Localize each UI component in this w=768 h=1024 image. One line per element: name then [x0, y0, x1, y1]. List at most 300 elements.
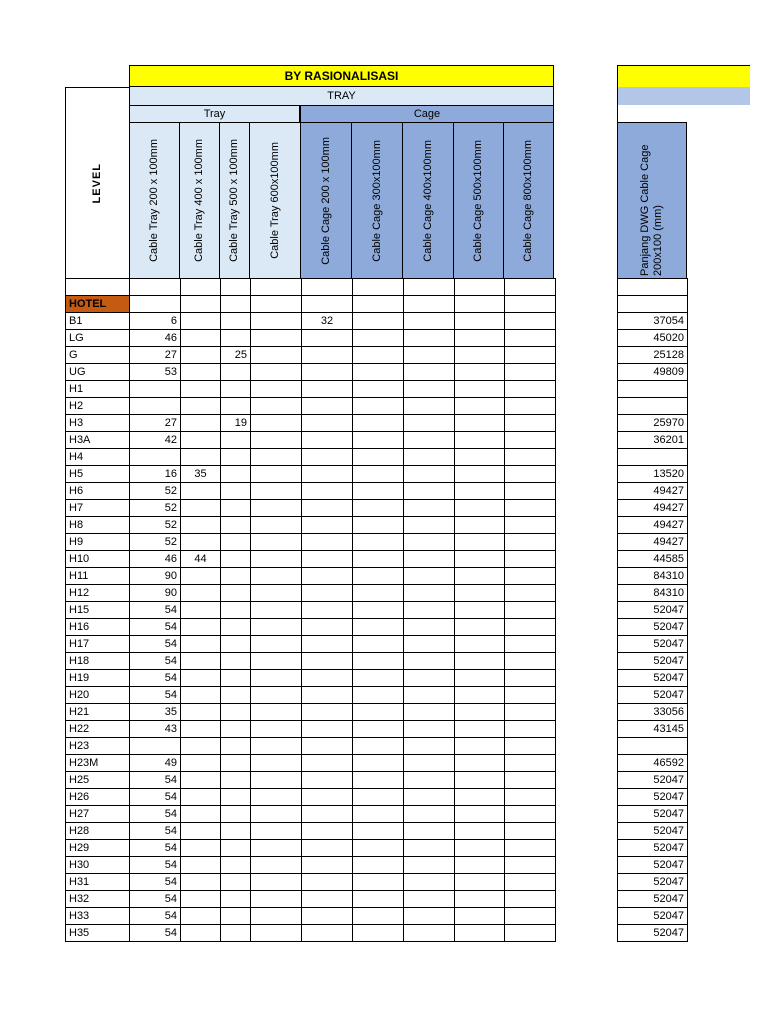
- value-cell: [353, 517, 404, 534]
- value-cell: [353, 432, 404, 449]
- value-cell: [505, 517, 556, 534]
- value-cell: [455, 755, 505, 772]
- value-cell: 32: [302, 313, 353, 330]
- value-cell: [404, 908, 455, 925]
- dwg-cell: 52047: [618, 806, 688, 823]
- cell: [251, 296, 302, 313]
- value-cell: [455, 874, 505, 891]
- value-cell: 52: [130, 517, 181, 534]
- level-cell: H20: [66, 687, 130, 704]
- dwg-cell: 33056: [618, 704, 688, 721]
- value-cell: [302, 874, 353, 891]
- level-cell: UG: [66, 364, 130, 381]
- dwg-cell: 49809: [618, 364, 688, 381]
- table-row: [66, 415, 556, 432]
- value-cell: 54: [130, 908, 181, 925]
- value-cell: [353, 534, 404, 551]
- value-cell: [181, 432, 221, 449]
- dwg-cell: 44585: [618, 551, 688, 568]
- value-cell: [505, 772, 556, 789]
- value-cell: [221, 619, 251, 636]
- table-row: [618, 568, 688, 585]
- cell: [618, 279, 688, 296]
- table-row: [618, 670, 688, 687]
- table-row: [66, 483, 556, 500]
- value-cell: [455, 466, 505, 483]
- value-cell: [251, 500, 302, 517]
- level-cell: H33: [66, 908, 130, 925]
- level-cell: H32: [66, 891, 130, 908]
- value-cell: [505, 381, 556, 398]
- table-row: [66, 721, 556, 738]
- value-cell: [505, 891, 556, 908]
- value-cell: [455, 891, 505, 908]
- value-cell: [353, 398, 404, 415]
- dwg-cell: 52047: [618, 908, 688, 925]
- value-cell: [181, 364, 221, 381]
- table-row: [66, 874, 556, 891]
- value-cell: [251, 568, 302, 585]
- table-row: [66, 636, 556, 653]
- value-cell: [221, 466, 251, 483]
- value-cell: 6: [130, 313, 181, 330]
- col-header-cage-300: Cable Cage 300x100mm: [351, 122, 403, 279]
- value-cell: [181, 925, 221, 942]
- value-cell: 54: [130, 840, 181, 857]
- value-cell: [505, 585, 556, 602]
- value-cell: [353, 823, 404, 840]
- value-cell: [404, 551, 455, 568]
- level-cell: H7: [66, 500, 130, 517]
- value-cell: [455, 908, 505, 925]
- value-cell: [251, 704, 302, 721]
- cell: [181, 279, 221, 296]
- value-cell: 90: [130, 585, 181, 602]
- value-cell: [505, 398, 556, 415]
- value-cell: [505, 721, 556, 738]
- dwg-cell: 52047: [618, 772, 688, 789]
- value-cell: [251, 908, 302, 925]
- value-cell: 54: [130, 823, 181, 840]
- value-cell: [221, 687, 251, 704]
- value-cell: [505, 687, 556, 704]
- value-cell: [353, 721, 404, 738]
- value-cell: [251, 602, 302, 619]
- value-cell: [302, 500, 353, 517]
- value-cell: [251, 330, 302, 347]
- value-cell: [353, 347, 404, 364]
- value-cell: [404, 823, 455, 840]
- table-row: [66, 891, 556, 908]
- value-cell: 54: [130, 789, 181, 806]
- value-cell: [404, 330, 455, 347]
- level-cell: H21: [66, 704, 130, 721]
- value-cell: 43: [130, 721, 181, 738]
- table-row: [66, 517, 556, 534]
- table-row: [66, 381, 556, 398]
- value-cell: [302, 534, 353, 551]
- value-cell: [404, 432, 455, 449]
- table-row: [618, 840, 688, 857]
- value-cell: [353, 483, 404, 500]
- value-cell: [404, 585, 455, 602]
- value-cell: [251, 653, 302, 670]
- value-cell: [181, 602, 221, 619]
- value-cell: [302, 568, 353, 585]
- value-cell: [251, 517, 302, 534]
- level-cell: H1: [66, 381, 130, 398]
- value-cell: 46: [130, 551, 181, 568]
- value-cell: [251, 721, 302, 738]
- value-cell: [302, 857, 353, 874]
- col-header-tray-500: Cable Tray 500 x 100mm: [219, 122, 250, 279]
- value-cell: [455, 823, 505, 840]
- section-row: [66, 296, 556, 313]
- table-row: [618, 347, 688, 364]
- table-row: [66, 789, 556, 806]
- value-cell: [404, 789, 455, 806]
- table-row: [66, 500, 556, 517]
- dwg-cell: 52047: [618, 789, 688, 806]
- value-cell: [505, 789, 556, 806]
- value-cell: 19: [221, 415, 251, 432]
- value-cell: [302, 908, 353, 925]
- value-cell: [302, 806, 353, 823]
- value-cell: [505, 636, 556, 653]
- value-cell: [251, 687, 302, 704]
- value-cell: 25: [221, 347, 251, 364]
- value-cell: 52: [130, 483, 181, 500]
- value-cell: [505, 823, 556, 840]
- value-cell: 54: [130, 653, 181, 670]
- value-cell: [221, 704, 251, 721]
- dwg-cell: 25128: [618, 347, 688, 364]
- table-row: [66, 857, 556, 874]
- table-row: [618, 517, 688, 534]
- value-cell: [181, 585, 221, 602]
- value-cell: [221, 534, 251, 551]
- value-cell: [404, 755, 455, 772]
- value-cell: [221, 874, 251, 891]
- level-cell: H29: [66, 840, 130, 857]
- col-header-cage-200: Cable Cage 200 x 100mm: [300, 122, 352, 279]
- dwg-cell: 52047: [618, 670, 688, 687]
- value-cell: [353, 619, 404, 636]
- value-cell: [251, 619, 302, 636]
- level-cell: H4: [66, 449, 130, 466]
- cell: [302, 296, 353, 313]
- table-row: [66, 330, 556, 347]
- col-header-cage-400: Cable Cage 400x100mm: [402, 122, 454, 279]
- value-cell: [455, 925, 505, 942]
- value-cell: [181, 636, 221, 653]
- value-cell: [404, 313, 455, 330]
- table-row: [618, 551, 688, 568]
- level-cell: H26: [66, 789, 130, 806]
- value-cell: 44: [181, 551, 221, 568]
- value-cell: [404, 449, 455, 466]
- value-cell: [353, 636, 404, 653]
- value-cell: [353, 857, 404, 874]
- table-row: [618, 415, 688, 432]
- dwg-table: [617, 278, 688, 942]
- value-cell: [455, 619, 505, 636]
- value-cell: [455, 398, 505, 415]
- value-cell: [353, 891, 404, 908]
- table-row: [618, 823, 688, 840]
- value-cell: [251, 789, 302, 806]
- level-cell: H3A: [66, 432, 130, 449]
- level-cell: H8: [66, 517, 130, 534]
- table-row: [66, 687, 556, 704]
- level-header: [65, 87, 130, 279]
- value-cell: [404, 670, 455, 687]
- cell: [404, 296, 455, 313]
- value-cell: [353, 602, 404, 619]
- tray-sub-header: [129, 105, 300, 123]
- value-cell: 42: [130, 432, 181, 449]
- value-cell: [221, 738, 251, 755]
- value-cell: [251, 364, 302, 381]
- value-cell: [353, 551, 404, 568]
- dwg-cell: 49427: [618, 517, 688, 534]
- value-cell: [302, 517, 353, 534]
- dwg-cell: 84310: [618, 585, 688, 602]
- value-cell: [505, 483, 556, 500]
- value-cell: [302, 330, 353, 347]
- value-cell: 54: [130, 772, 181, 789]
- value-cell: [130, 449, 181, 466]
- value-cell: 54: [130, 636, 181, 653]
- value-cell: [455, 585, 505, 602]
- dwg-cell: 52047: [618, 925, 688, 942]
- value-cell: [251, 551, 302, 568]
- value-cell: 52: [130, 534, 181, 551]
- value-cell: [404, 857, 455, 874]
- cell: [505, 279, 556, 296]
- value-cell: [455, 738, 505, 755]
- value-cell: [353, 687, 404, 704]
- value-cell: [505, 908, 556, 925]
- value-cell: [251, 891, 302, 908]
- value-cell: [404, 415, 455, 432]
- value-cell: [455, 721, 505, 738]
- value-cell: [505, 568, 556, 585]
- table-row: [618, 398, 688, 415]
- col-header-dwg: [617, 122, 687, 279]
- value-cell: [455, 772, 505, 789]
- value-cell: 54: [130, 857, 181, 874]
- table-row: [618, 449, 688, 466]
- value-cell: [221, 840, 251, 857]
- col-header-tray-200: Cable Tray 200 x 100mm: [129, 122, 180, 279]
- value-cell: [505, 704, 556, 721]
- dwg-cell: 52047: [618, 823, 688, 840]
- value-cell: [221, 500, 251, 517]
- value-cell: [181, 449, 221, 466]
- dwg-cell: [618, 449, 688, 466]
- value-cell: [353, 925, 404, 942]
- table-row: [618, 602, 688, 619]
- value-cell: [302, 738, 353, 755]
- value-cell: [251, 925, 302, 942]
- value-cell: [404, 772, 455, 789]
- value-cell: [181, 840, 221, 857]
- value-cell: [302, 772, 353, 789]
- value-cell: [404, 534, 455, 551]
- value-cell: [353, 789, 404, 806]
- table-row: [618, 534, 688, 551]
- value-cell: [505, 857, 556, 874]
- value-cell: [221, 772, 251, 789]
- level-cell: H9: [66, 534, 130, 551]
- dwg-cell: 52047: [618, 840, 688, 857]
- value-cell: [302, 721, 353, 738]
- value-cell: [181, 568, 221, 585]
- cage-sub-header: [300, 105, 554, 123]
- value-cell: [353, 755, 404, 772]
- level-cell: H3: [66, 415, 130, 432]
- level-cell: H19: [66, 670, 130, 687]
- value-cell: [251, 840, 302, 857]
- value-cell: [455, 704, 505, 721]
- value-cell: [505, 619, 556, 636]
- value-cell: [455, 551, 505, 568]
- table-row: [66, 670, 556, 687]
- table-row: [66, 602, 556, 619]
- value-cell: [455, 602, 505, 619]
- value-cell: [181, 398, 221, 415]
- value-cell: [302, 398, 353, 415]
- value-cell: 54: [130, 891, 181, 908]
- table-row: [618, 636, 688, 653]
- value-cell: [302, 789, 353, 806]
- value-cell: 54: [130, 619, 181, 636]
- dwg-cell: [618, 381, 688, 398]
- value-cell: [302, 687, 353, 704]
- value-cell: [505, 738, 556, 755]
- value-cell: 54: [130, 687, 181, 704]
- table-row: [618, 313, 688, 330]
- value-cell: [404, 636, 455, 653]
- value-cell: [455, 415, 505, 432]
- value-cell: [181, 908, 221, 925]
- value-cell: [302, 551, 353, 568]
- value-cell: [181, 721, 221, 738]
- value-cell: [455, 534, 505, 551]
- table-row: [618, 806, 688, 823]
- table-row: [66, 551, 556, 568]
- value-cell: [221, 908, 251, 925]
- level-cell: H35: [66, 925, 130, 942]
- value-cell: [455, 670, 505, 687]
- dwg-cell: 25970: [618, 415, 688, 432]
- value-cell: [302, 891, 353, 908]
- col-header-dwg-label: Panjang DWG Cable Cage 200x100 (mm): [639, 144, 664, 276]
- value-cell: [181, 653, 221, 670]
- value-cell: [353, 840, 404, 857]
- value-cell: [181, 789, 221, 806]
- level-cell: G: [66, 347, 130, 364]
- value-cell: [251, 432, 302, 449]
- level-cell: H23M: [66, 755, 130, 772]
- table-row: [66, 653, 556, 670]
- value-cell: [455, 517, 505, 534]
- value-cell: [302, 432, 353, 449]
- value-cell: [404, 840, 455, 857]
- value-cell: [221, 585, 251, 602]
- value-cell: [353, 330, 404, 347]
- value-cell: [455, 313, 505, 330]
- table-row: [618, 857, 688, 874]
- cell: [455, 296, 505, 313]
- value-cell: [302, 585, 353, 602]
- table-row: [66, 840, 556, 857]
- value-cell: [353, 415, 404, 432]
- value-cell: [181, 857, 221, 874]
- value-cell: 54: [130, 602, 181, 619]
- value-cell: [404, 483, 455, 500]
- value-cell: [221, 330, 251, 347]
- value-cell: [353, 313, 404, 330]
- value-cell: [353, 449, 404, 466]
- value-cell: [221, 551, 251, 568]
- value-cell: [505, 330, 556, 347]
- value-cell: [455, 636, 505, 653]
- value-cell: [251, 415, 302, 432]
- col-header-tray-400: Cable Tray 400 x 100mm: [179, 122, 220, 279]
- dwg-cell: 52047: [618, 619, 688, 636]
- value-cell: [221, 449, 251, 466]
- col-header-cage-800: Cable Cage 800x100mm: [503, 122, 554, 279]
- value-cell: [404, 806, 455, 823]
- dwg-cell: 52047: [618, 857, 688, 874]
- dwg-cell: 49427: [618, 534, 688, 551]
- value-cell: [251, 823, 302, 840]
- level-cell: H11: [66, 568, 130, 585]
- table-row: [618, 483, 688, 500]
- value-cell: [221, 398, 251, 415]
- value-cell: [302, 636, 353, 653]
- dwg-cell: 52047: [618, 891, 688, 908]
- table-row: [66, 466, 556, 483]
- value-cell: [302, 925, 353, 942]
- value-cell: [404, 653, 455, 670]
- table-row: [66, 432, 556, 449]
- value-cell: [181, 313, 221, 330]
- value-cell: [404, 568, 455, 585]
- value-cell: [404, 721, 455, 738]
- table-row: [66, 823, 556, 840]
- value-cell: [455, 687, 505, 704]
- value-cell: [505, 432, 556, 449]
- value-cell: [302, 704, 353, 721]
- value-cell: [221, 483, 251, 500]
- dwg-cell: 37054: [618, 313, 688, 330]
- table-row: [66, 755, 556, 772]
- value-cell: [404, 466, 455, 483]
- value-cell: [404, 347, 455, 364]
- value-cell: [404, 398, 455, 415]
- value-cell: [130, 398, 181, 415]
- table-row: [618, 381, 688, 398]
- value-cell: [302, 840, 353, 857]
- value-cell: [251, 738, 302, 755]
- value-cell: [221, 432, 251, 449]
- table-row: [66, 738, 556, 755]
- value-cell: [251, 534, 302, 551]
- value-cell: 49: [130, 755, 181, 772]
